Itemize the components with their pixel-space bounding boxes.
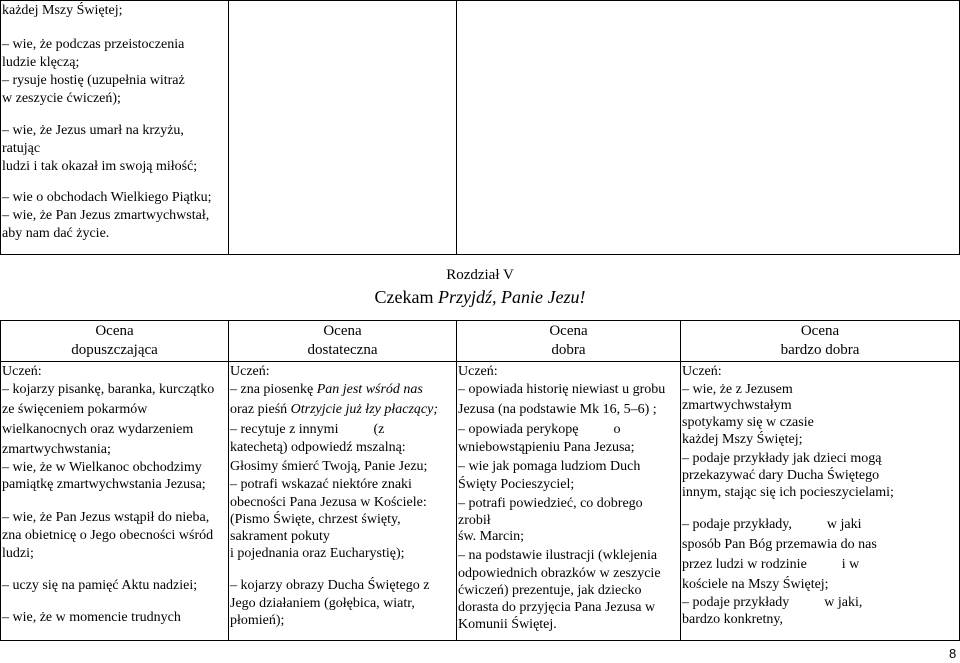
requirement-line: Święty Pocieszyciel; [458,477,575,492]
requirement-line: – podaje przykłady jak dzieci mogą [682,451,882,466]
requirement-line [230,381,423,399]
requirement-line: – wie, że w momencie trudnych [2,610,181,625]
top-line: ludzi i tak okazał im swoją miłość; [2,159,198,174]
requirement-line: Głosimy śmierć Twoją, Panie Jezu; [230,459,428,474]
student-label: Uczeń: [2,364,42,379]
requirement-line: przekazywać dary Ducha Świętego [682,468,880,483]
chapter-title-plain: Czekam [374,287,434,307]
grade-header-bottom: dopuszczająca [71,342,158,358]
requirement-line: – podaje przykłady, w jaki [682,517,862,532]
top-line: każdej Mszy Świętej; [2,3,123,18]
requirement-line: ze święceniem pokarmów [2,402,148,417]
requirement-line: katechetą) odpowiedź mszalną: [230,440,406,455]
chapter-title [330,286,630,308]
requirement-line: – kojarzy pisankę, baranka, kurczątko [2,382,215,397]
grade-header-top: Ocena [323,323,362,339]
requirement-line: spotykamy się w czasie [682,415,814,430]
requirement-line: – potrafi wskazać niektóre znaki [230,477,412,492]
top-line: ratując [2,141,41,156]
requirement-line: ludzi; [2,546,34,561]
top-line: – wie, że podczas przeistoczenia [2,37,185,52]
line-prefix: oraz pieśń [230,402,291,417]
requirement-line: innym, stając się ich pocieszycielami; [682,485,894,500]
requirement-line: Komunii Świętej. [458,617,557,632]
requirement-line: sposób Pan Bóg przemawia do nas [682,537,877,552]
requirement-line: – opowiada historię niewiast u grobu [458,382,666,397]
requirement-line: – opowiada perykopę o [458,422,621,437]
requirement-line: zrobił [458,513,491,528]
grade-header-top: Ocena [800,323,840,339]
requirement-line: i pojednania oraz Eucharystię); [230,546,405,561]
top-line: – wie, że Jezus umarł na krzyżu, [2,123,184,138]
requirement-line: św. Marcin; [458,529,524,544]
student-label: Uczeń: [682,364,722,379]
song-title: Pan jest wśród nas [316,382,423,397]
top-line: – wie o obchodach Wielkiego Piątku; [2,190,212,205]
requirement-line: – podaje przykłady w jaki, [682,595,863,610]
requirement-line: zna obietnicę o Jego obecności wśród [2,528,214,543]
requirement-line: sakrament pokuty [230,529,330,544]
requirement-line: wniebowstąpieniu Pana Jezusa; [458,440,635,455]
requirement-line: Jezusa (na podstawie Mk 16, 5–6) ; [458,402,657,417]
requirement-line: ćwiczeń) prezentuje, jak dziecko [458,583,642,598]
requirement-line: (Pismo Święte, chrzest święty, [230,512,401,527]
requirement-line: przez ludzi w rodzinie i w [682,557,860,572]
requirement-line [230,401,438,419]
requirement-line: wielkanocnych oraz wydarzeniem [2,422,194,437]
requirement-line: – wie jak pomaga ludziom Duch [458,459,641,474]
requirement-line: Jego działaniem (gołębica, wiatr, [230,596,415,611]
requirement-line: – wie, że w Wielkanoc obchodzimy [2,460,202,475]
grade-header-bottom: dostateczna [307,342,378,358]
requirement-line: – wie, że Pan Jezus wstąpił do nieba, [2,510,210,525]
grade-header-top: Ocena [549,323,588,339]
student-label: Uczeń: [230,364,270,379]
requirement-line: zmartwychwstałym [682,398,792,413]
requirement-line: odpowiednich obrazków w zeszycie [458,566,661,581]
requirement-line: bardzo konkretny, [682,612,783,627]
requirement-line: kościele na Mszy Świętej; [682,577,829,592]
requirement-line: każdej Mszy Świętej; [682,432,803,447]
requirement-line: obecności Pana Jezusa w Kościele: [230,495,427,510]
top-line: aby nam dać życie. [2,226,110,241]
requirement-line: – uczy się na pamięć Aktu nadziei; [2,578,198,593]
page-number: 8 [949,646,957,661]
chapter-title-italic: Przyjdź, Panie Jezu! [438,287,586,307]
requirement-line: – recytuje z innymi (z [230,422,385,437]
top-line: – rysuje hostię (uzupełnia witraż [2,73,185,88]
requirement-line: zmartwychwstania; [2,442,111,457]
requirement-line: płomień); [230,613,285,628]
hymn-title: Otrzyjcie już łzy płaczący; [290,402,439,417]
grade-header-bottom: dobra [551,342,586,358]
top-line: ludzie klęczą; [2,55,80,70]
chapter-label: Rozdział V [446,267,514,283]
grade-header-bottom: bardzo dobra [780,342,860,358]
top-line: w zeszycie ćwiczeń); [2,91,121,106]
top-table-middle-cell [228,0,457,255]
requirement-line: – potrafi powiedzieć, co dobrego [458,496,643,511]
requirement-line: – wie, że z Jezusem [682,382,793,397]
top-line: – wie, że Pan Jezus zmartwychwstał, [2,208,210,223]
requirement-line: pamiątkę zmartwychwstania Jezusa; [2,477,206,492]
student-label: Uczeń: [458,364,498,379]
requirement-line: dorasta do przyjęcia Pana Jezusa w [458,600,656,615]
top-table-right-cell [456,0,960,255]
line-prefix: – zna piosenkę [230,382,317,397]
grade-header-top: Ocena [95,323,134,339]
requirement-line: – kojarzy obrazy Ducha Świętego z [230,578,430,593]
requirement-line: – na podstawie ilustracji (wklejenia [458,548,658,563]
